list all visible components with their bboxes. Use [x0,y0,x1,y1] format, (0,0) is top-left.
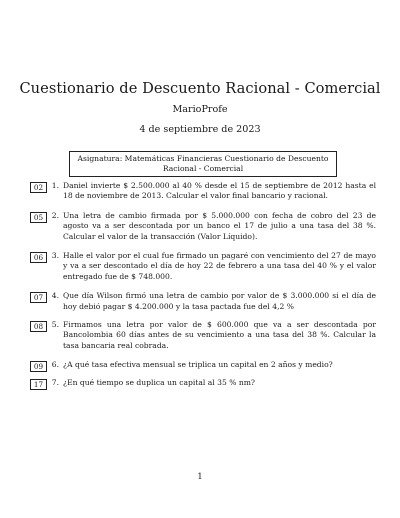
question-text: Que día Wilson firmó una letra de cambio por valor de $ 3.000.000 si el día de hoy debió pagar $ 4.200.000 y la tasa pactada fue del 4,2 % [63,291,376,311]
document-title: Cuestionario de Descuento Racional - Comercial [19,80,381,97]
question-number: 4. [51,291,59,301]
question-text: Firmamos una letra por valor de $ 600.000 que va a ser descontada por Bancolombia 60 días antes de su vencimiento a una tasa del 38 %. Calcular la tasa bancaria real cobrada. [63,320,376,350]
question-code-badge: 17 [30,379,47,390]
question-code-badge: 07 [30,292,47,303]
document-date: 4 de septiembre de 2023 [139,124,261,135]
question-text: ¿En qué tiempo se duplica un capital al 35 % nm? [63,377,255,387]
page-number: 1 [197,472,203,482]
subject-text: Asignatura: Matemáticas Financieras Cuestionario de Descuento Racional - Comercial [77,154,329,173]
question-number: 3. [51,251,59,261]
question-list [30,181,376,388]
question-text: Daniel invierte $ 2.500.000 al 40 % desde el 15 de septiembre de 2012 hasta el 18 de noviembre de 2013. Calcular el valor final bancario y racional. [63,181,376,201]
question-item [30,291,376,312]
question-text: Halle el valor por el cual fue firmado un pagaré con vencimiento del 27 de mayo y va a ser descontado el día de hoy 22 de febrero a una tasa del 40 % y el valor entregado fue de $ 748.000. [63,251,376,281]
question-item [30,360,376,370]
question-number: 5. [51,320,59,330]
question-code-badge: 09 [30,361,47,372]
subject-box [69,151,337,177]
question-item [30,181,376,202]
question-item [30,251,376,282]
question-number: 7. [51,377,59,387]
question-code-badge: 06 [30,252,47,263]
question-text: ¿A qué tasa efectiva mensual se triplica un capital en 2 años y medio? [63,360,333,370]
question-code-badge: 08 [30,321,47,332]
question-item [30,211,376,242]
question-code-badge: 05 [30,212,47,223]
document-author: MarioProfe [172,104,228,115]
question-number: 1. [51,181,59,190]
question-number: 6. [51,360,59,370]
question-code-badge: 02 [30,182,47,193]
question-number: 2. [51,210,59,220]
question-text: Una letra de cambio firmada por $ 5.000.000 con fecha de cobro del 23 de agosto va a ser descontada por un banco el 17 de julio a una tasa del 38 %. Calcular el valor de la transacción (Valor Líquido). [63,210,376,241]
question-item [30,378,376,388]
question-item [30,320,376,351]
